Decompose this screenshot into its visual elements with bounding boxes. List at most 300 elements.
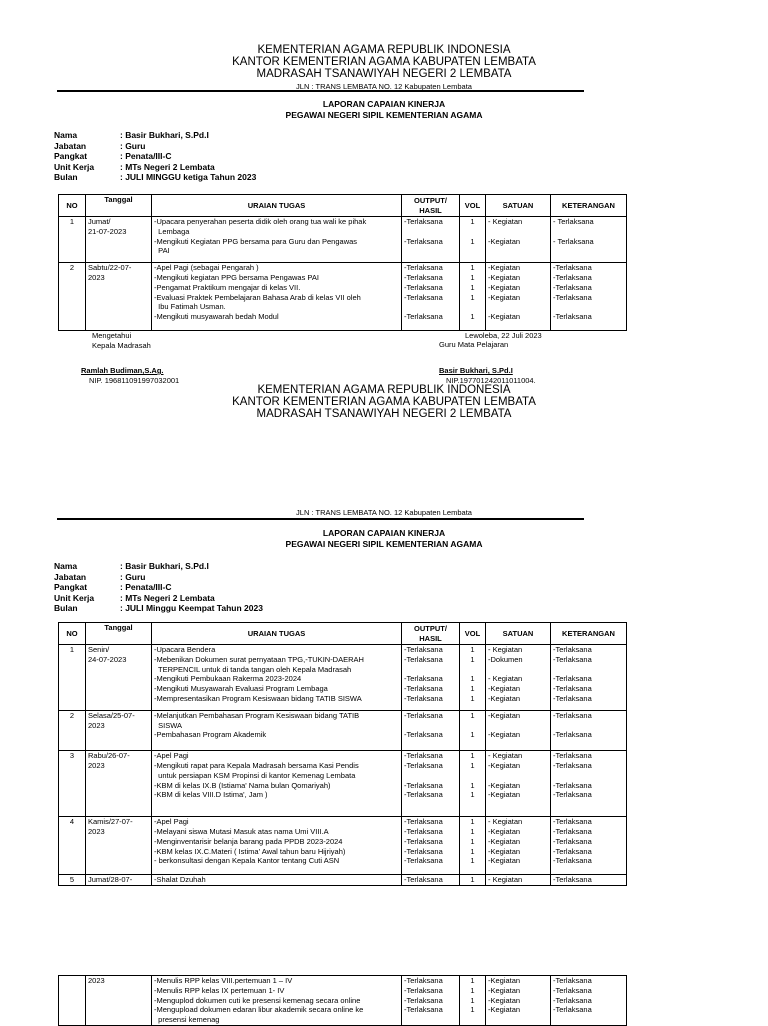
task-line: -Mebenikan Dokumen surat pernyataan TPG,-TUKIN-DAERAH [154,654,364,664]
satuan-line: -Kegiatan [488,312,521,322]
vol-line: 1 [470,856,475,866]
row-task [152,710,402,750]
satuan-line: -Dokumen [488,654,523,664]
vol-line: 1 [470,985,475,995]
output-line: -Terlaksana [404,856,443,866]
task-line: -Mempresentasikan Program Kesiswaan bidang TATIB SISWA [154,693,362,703]
row-no: 3 [59,751,86,817]
keterangan-line: -Terlaksana [553,730,592,740]
row-date [86,875,152,886]
vol-line: 1 [470,272,475,282]
output-line: -Terlaksana [404,790,443,800]
report-table-2 [58,622,627,886]
keterangan-line: -Terlaksana [553,995,592,1005]
vol-line [462,246,483,256]
task-line: presensi kemenag [154,1015,220,1025]
row-date [86,817,152,875]
satuan-line: - Kegiatan [488,875,523,885]
vol-line: 1 [470,976,475,985]
satuan-line: -Kegiatan [488,272,521,282]
keterangan-line [553,302,624,312]
vol-line: 1 [470,790,475,800]
letterhead-line1: KEMENTERIAN AGAMA REPUBLIK INDONESIA [257,44,511,56]
output-line: -Terlaksana [404,674,443,684]
keterangan-line: -Terlaksana [553,817,592,827]
output-line: -Terlaksana [404,645,443,654]
satuan-line: -Kegiatan [488,684,521,694]
row-task [152,976,402,1026]
table-row [59,710,627,750]
vol-line: 1 [470,654,475,664]
output-line: -Terlaksana [404,282,443,292]
right-signature-label: Guru Mata Pelajaran [439,340,509,349]
vol-line: 1 [470,875,475,885]
keterangan-line [553,721,624,731]
output-line: -Terlaksana [404,780,443,790]
output-line: -Terlaksana [404,730,443,740]
output-line: -Terlaksana [404,836,443,846]
keterangan-line: -Terlaksana [553,282,592,292]
output-line [404,771,457,781]
row-task [152,645,402,711]
keterangan-line: -Terlaksana [553,710,592,720]
output-line: -Terlaksana [404,710,443,720]
keterangan-line: -Terlaksana [553,693,592,703]
row-date [86,217,152,263]
task-line: -Mengikuti Musyawarah Evaluasi Program Lembaga [154,684,328,694]
row-vol [460,976,486,1026]
satuan-line [488,227,548,237]
keterangan-line: -Terlaksana [553,976,592,985]
vol-line [462,771,483,781]
row-vol [460,817,486,875]
task-line: -Menginventarisir belanja barang pada PPDB 2023-2024 [154,836,343,846]
output-line: -Terlaksana [404,263,443,273]
task-line: -Mengikuti Kegiatan PPG bersama para Guru dan Pengawas [154,236,358,246]
vol-line: 1 [470,751,475,761]
output-line [404,227,457,237]
keterangan-line [553,665,624,675]
identity-block-2 [54,561,263,614]
col-tanggal: Tanggal [86,195,152,217]
row-keterangan [551,217,627,263]
task-line: -Mengikuti kegiatan PPG bersama Pengawas PAI [154,272,319,282]
col-vol: VOL [460,195,486,217]
row-keterangan [551,817,627,875]
keterangan-line: - Terlaksana [553,217,594,226]
letterhead-line3: MADRASAH TSANAWIYAH NEGERI 2 LEMBATA [256,68,512,80]
satuan-line: -Kegiatan [488,710,521,720]
satuan-line: - Kegiatan [488,751,523,761]
col-output-line2: HASIL [419,633,442,643]
task-line: -Upacara Bendera [154,645,216,654]
task-line: -Pengamat Praktikum mengajar di kelas VII. [154,282,301,292]
row-satuan [486,645,551,711]
letterhead-line2: KANTOR KEMENTERIAN AGAMA KABUPATEN LEMBATA [232,396,536,408]
identity-row [54,172,256,183]
row-date-line: 21-07-2023 [88,226,127,236]
identity-key: Unit Kerja [54,592,95,603]
output-line: -Terlaksana [404,312,443,322]
row-date-line: Sabtu/22-07- [88,263,132,273]
table-row [59,751,627,817]
row-vol [460,645,486,711]
satuan-line: - Kegiatan [488,817,523,827]
col-output-line1: OUTPUT/ [414,195,447,205]
row-date-line: 2023 [88,976,105,985]
row-date [86,263,152,331]
row-no: 5 [59,875,86,886]
satuan-line [488,302,548,312]
task-line: -Mengupload dokumen edaran libur akademik secara online ke [154,1005,364,1015]
satuan-line: - Kegiatan [488,674,523,684]
output-line: -Terlaksana [404,236,443,246]
identity-key: Unit Kerja [54,161,95,172]
satuan-line: -Kegiatan [488,826,521,836]
keterangan-line: -Terlaksana [553,645,592,654]
row-keterangan [551,751,627,817]
task-line: TERPENCIL untuk di tanda tangan oleh Kepala Madrasah [154,664,352,674]
identity-row [54,151,256,162]
row-output [402,976,460,1026]
keterangan-line: -Terlaksana [553,846,592,856]
col-output-line1: OUTPUT/ [414,623,447,633]
identity-value: : MTs Negeri 2 Lembata [120,161,215,172]
row-satuan [486,751,551,817]
header-rule-1 [57,90,584,92]
table-row [59,217,627,263]
identity-row [54,603,263,614]
report-table-3 [58,975,627,1026]
identity-key: Jabatan [54,140,87,151]
satuan-line: -Kegiatan [488,836,521,846]
keterangan-line [553,227,624,237]
identity-key: Bulan [54,172,78,182]
col-output [402,623,460,645]
row-task [152,751,402,817]
vol-line: 1 [470,236,475,246]
row-no: 4 [59,817,86,875]
row-date-line: 24-07-2023 [88,654,127,664]
identity-value: : Basir Bukhari, S.Pd.I [120,561,209,571]
keterangan-line: -Terlaksana [553,1005,592,1015]
place-date: Lewoleba, 22 Juli 2023 [465,331,542,340]
task-line: -Evaluasi Praktek Pembelajaran Bahasa Arab di kelas VII oleh [154,292,361,302]
satuan-line: -Kegiatan [488,292,521,302]
identity-row [54,582,263,593]
row-date-line: 2023 [88,760,105,770]
vol-line: 1 [470,674,475,684]
left-signature-label [92,331,151,350]
row-satuan [486,976,551,1026]
identity-value: : Guru [120,571,146,582]
identity-row [54,141,256,152]
satuan-line: -Kegiatan [488,760,521,770]
satuan-line [488,665,548,675]
task-line: -Shalat Dzuhah [154,875,206,885]
row-keterangan [551,976,627,1026]
task-line: -Menulis RPP kelas VIII.pertemuan 1 – IV [154,976,293,985]
output-line: -Terlaksana [404,272,443,282]
task-line: -Pembahasan Program Akademik [154,730,267,740]
col-no: NO [59,195,86,217]
output-line: -Terlaksana [404,995,443,1005]
identity-row [54,130,256,141]
output-line: -Terlaksana [404,751,443,761]
output-line: -Terlaksana [404,760,443,770]
row-output [402,217,460,263]
col-vol: VOL [460,623,486,645]
satuan-line: -Kegiatan [488,1005,521,1015]
output-line [404,665,457,675]
row-date-line: Selasa/25-07- [88,710,135,720]
identity-row [54,593,263,604]
keterangan-line: - Terlaksana [553,236,594,246]
vol-line: 1 [470,282,475,292]
row-date-line: 2023 [88,272,105,282]
identity-key: Jabatan [54,571,87,582]
row-satuan [486,263,551,331]
task-line: - berkonsultasi dengan Kepala Kantor tentang Cuti ASN [154,856,340,866]
identity-row [54,162,256,173]
col-tanggal: Tanggal [86,623,152,645]
row-date [86,645,152,711]
identity-value: : JULI MINGGU ketiga Tahun 2023 [120,172,257,182]
row-output [402,751,460,817]
output-line: -Terlaksana [404,1005,443,1015]
task-line: -KBM di kelas VIII.D Istima', Jam ) [154,790,268,800]
identity-key: Pangkat [54,582,88,592]
identity-value: : JULI Minggu Keempat Tahun 2023 [120,603,263,613]
mengetahui-text: Mengetahui [92,331,132,340]
left-signer-name: Ramlah Budiman,S.Ag. [81,366,164,375]
keterangan-line: -Terlaksana [553,292,592,302]
row-keterangan [551,263,627,331]
report-title-line1: LAPORAN CAPAIAN KINERJA [322,99,446,109]
row-no [59,976,86,1026]
row-date [86,710,152,750]
output-line: -Terlaksana [404,684,443,694]
col-no: NO [59,623,86,645]
row-task [152,217,402,263]
row-date-line: Senin/ [88,645,110,654]
output-line: -Terlaksana [404,654,443,664]
vol-line: 1 [470,292,475,302]
letterhead-line1: KEMENTERIAN AGAMA REPUBLIK INDONESIA [257,384,511,396]
row-task [152,875,402,886]
letterhead-2 [0,384,768,420]
col-uraian: URAIAN TUGAS [152,195,402,217]
row-date-line: Jumat/ [88,217,111,226]
identity-key: Nama [54,130,78,140]
output-line [404,721,457,731]
keterangan-line: -Terlaksana [553,272,592,282]
letterhead-line3: MADRASAH TSANAWIYAH NEGERI 2 LEMBATA [256,408,512,420]
keterangan-line: -Terlaksana [553,674,592,684]
satuan-line: -Kegiatan [488,995,521,1005]
task-line: Lembaga [154,226,190,236]
satuan-line [488,771,548,781]
vol-line: 1 [470,312,475,322]
task-line: -KBM di kelas IX.B (Istiama' Nama bulan Qomariyah) [154,780,331,790]
identity-value: : Penata/III-C [120,582,172,592]
satuan-line: -Kegiatan [488,985,521,995]
satuan-line: -Kegiatan [488,856,521,866]
output-line: -Terlaksana [404,817,443,827]
vol-line: 1 [470,217,475,226]
vol-line: 1 [470,846,475,856]
task-line: -KBM kelas IX.C.Materi ( Istima' Awal tahun baru Hijriyah) [154,846,346,856]
table-row [59,875,627,886]
row-no: 2 [59,263,86,331]
row-date-line: Rabu/26-07- [88,751,130,761]
keterangan-line: -Terlaksana [553,760,592,770]
vol-line: 1 [470,684,475,694]
satuan-line: - Kegiatan [488,217,523,226]
identity-row [54,561,263,572]
vol-line: 1 [470,710,475,720]
keterangan-line: -Terlaksana [553,654,592,664]
row-satuan [486,875,551,886]
output-line: -Terlaksana [404,976,443,985]
row-vol [460,710,486,750]
col-satuan: SATUAN [486,195,551,217]
row-vol [460,875,486,886]
vol-line: 1 [470,1005,475,1015]
row-satuan [486,710,551,750]
satuan-line: -Kegiatan [488,846,521,856]
satuan-line: -Kegiatan [488,790,521,800]
task-line: -Mengikuti rapat para Kepala Madrasah bersama Kasi Pendis [154,760,359,770]
keterangan-line: -Terlaksana [553,836,592,846]
report-table-1 [58,194,627,331]
satuan-line: -Kegiatan [488,282,521,292]
row-vol [460,263,486,331]
row-keterangan [551,710,627,750]
table-row [59,645,627,711]
task-line: -Melayani siswa Mutasi Masuk atas nama Umi VIII.A [154,826,329,836]
identity-value: : Basir Bukhari, S.Pd.I [120,130,209,140]
keterangan-line: -Terlaksana [553,985,592,995]
row-date [86,751,152,817]
row-satuan [486,817,551,875]
keterangan-line: -Terlaksana [553,780,592,790]
output-line: -Terlaksana [404,875,443,885]
vol-line: 1 [470,995,475,1005]
row-no: 1 [59,217,86,263]
row-keterangan [551,875,627,886]
right-signer [439,366,536,385]
row-date-line: 2023 [88,826,105,836]
task-line: -Mengikuti musyawarah bedah Modul [154,312,279,322]
table-row [59,976,627,1026]
task-line: -Apel Pagi (sebagai Pengarah ) [154,263,259,273]
row-date-line: Jumat/28-07- [88,875,133,885]
identity-key: Pangkat [54,151,88,161]
col-keterangan: KETERANGAN [551,195,627,217]
vol-line: 1 [470,730,475,740]
row-no: 2 [59,710,86,750]
report-title-1 [0,99,768,121]
vol-line: 1 [470,760,475,770]
kepala-madrasah-text: Kepala Madrasah [92,340,151,350]
keterangan-line [553,771,624,781]
address-line-2: JLN : TRANS LEMBATA NO. 12 Kabupaten Lembata [296,508,472,517]
keterangan-line: -Terlaksana [553,826,592,836]
keterangan-line: -Terlaksana [553,684,592,694]
task-line: -Upacara penyerahan peserta didik oleh orang tua wali ke pihak [154,217,367,226]
task-line: -Menulis RPP kelas IX pertemuan 1- IV [154,985,285,995]
vol-line: 1 [470,645,475,654]
task-line: SISWA [154,720,183,730]
row-output [402,875,460,886]
satuan-line [488,721,548,731]
table-row [59,263,627,331]
output-line [404,246,457,256]
header-rule-2 [57,518,584,520]
identity-block-1 [54,130,256,183]
task-line: PAI [154,246,170,256]
output-line: -Terlaksana [404,985,443,995]
satuan-line: - Kegiatan [488,645,523,654]
report-title-line2: PEGAWAI NEGERI SIPIL KEMENTERIAN AGAMA [285,539,483,549]
row-vol [460,751,486,817]
row-output [402,645,460,711]
keterangan-line: -Terlaksana [553,856,592,866]
satuan-line: -Kegiatan [488,263,521,273]
satuan-line: -Kegiatan [488,976,521,985]
output-line: -Terlaksana [404,693,443,703]
row-no: 1 [59,645,86,711]
vol-line: 1 [470,817,475,827]
row-keterangan [551,645,627,711]
task-line: -Mengikuti Pembukaan Rakerma 2023-2024 [154,674,302,684]
table-row [59,817,627,875]
vol-line [462,227,483,237]
vol-line: 1 [470,836,475,846]
task-line: Ibu Fatimah Usman. [154,302,226,312]
satuan-line: -Kegiatan [488,236,521,246]
output-line: -Terlaksana [404,217,443,226]
task-line: -Melanjutkan Pembahasan Program Kesiswaan bidang TATIB [154,710,360,720]
vol-line: 1 [470,826,475,836]
row-vol [460,217,486,263]
keterangan-line: -Terlaksana [553,875,592,885]
address-line-1: JLN : TRANS LEMBATA NO. 12 Kabupaten Lembata [296,82,472,91]
col-satuan: SATUAN [486,623,551,645]
letterhead-line2: KANTOR KEMENTERIAN AGAMA KABUPATEN LEMBATA [232,56,536,68]
right-signer-name: Basir Bukhari, S.Pd.I [439,366,513,375]
vol-line [462,721,483,731]
output-line [404,302,457,312]
task-line: untuk persiapan KSM Propinsi di kantor Kemenag Lembata [154,770,356,780]
row-task [152,817,402,875]
col-uraian: URAIAN TUGAS [152,623,402,645]
satuan-line: -Kegiatan [488,730,521,740]
output-line: -Terlaksana [404,292,443,302]
col-keterangan: KETERANGAN [551,623,627,645]
satuan-line [488,246,548,256]
task-line: -Menguplod dokumen cuti ke presensi kemenag secara online [154,995,361,1005]
vol-line: 1 [470,263,475,273]
identity-value: : Guru [120,140,146,151]
keterangan-line: -Terlaksana [553,312,592,322]
left-signer [81,366,179,385]
right-signer-nip: NIP.197701242011011004. [446,375,536,385]
keterangan-line: -Terlaksana [553,751,592,761]
letterhead-1 [0,44,768,80]
identity-key: Nama [54,561,78,571]
